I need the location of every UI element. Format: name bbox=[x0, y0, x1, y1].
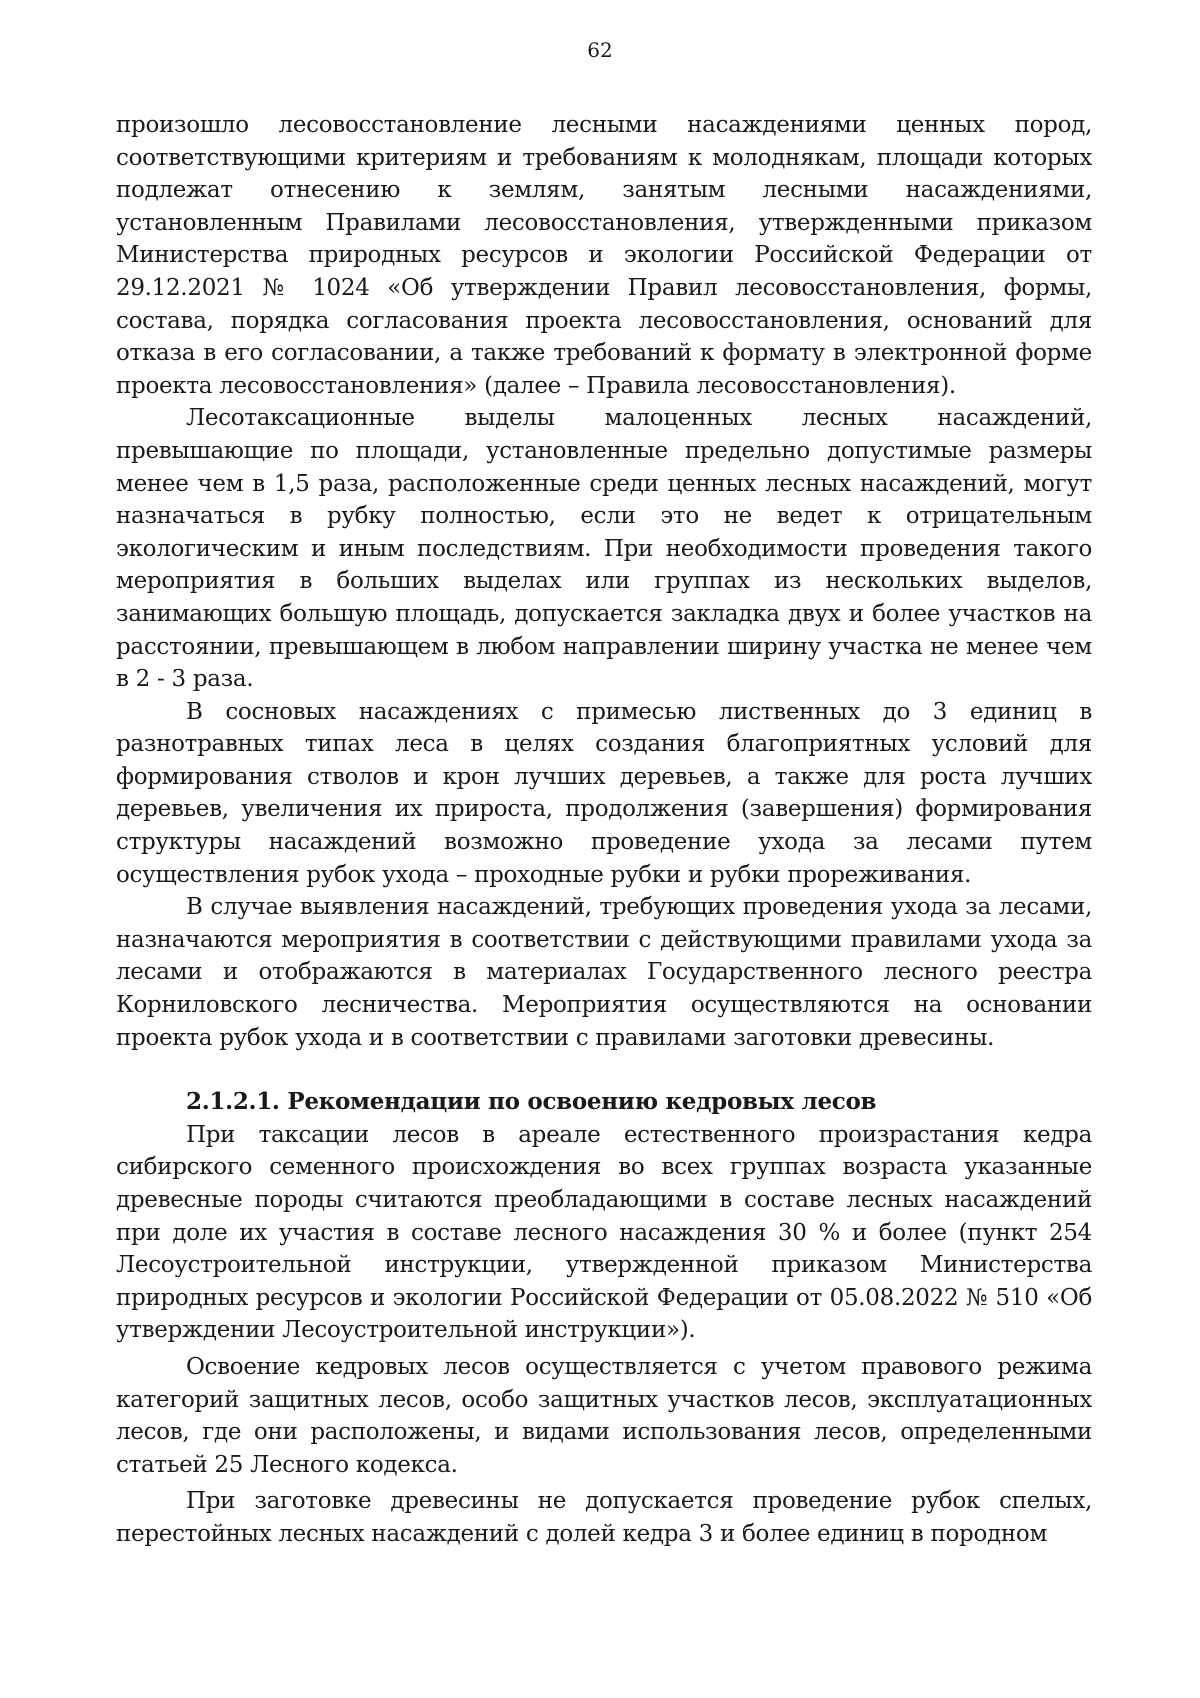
paragraph: Лесотаксационные выделы малоценных лесных насаждений, превышающие по площади, установленные предельно допустимые размеры менее чем в 1,5 раза, расположенные среди ценных лесных насаждений, могут назначаться в рубку полностью, если это не ведет к отрицательным экологическим и иным последствиям. При необходимости проведения такого мероприятия в больших выделах или группах из нескольких выделов, занимающих большую площадь, допускается закладка двух и более участков на расстоянии, превышающем в любом направлении ширину участка не менее чем в 2 - 3 раза. bbox=[116, 405, 1092, 693]
paragraph: В сосновых насаждениях с примесью лиственных до 3 единиц в разнотравных типах леса в целях создания благоприятных условий для формирования стволов и крон лучших деревьев, а также для роста лучших деревьев, увеличения их прироста, продолжения (завершения) формирования структуры насаждений возможно проведение ухода за лесами путем осуществления рубок ухода – проходные рубки и рубки прореживания. bbox=[116, 698, 1092, 888]
section-heading: 2.1.2.1. Рекомендации по освоению кедровых лесов bbox=[186, 1088, 877, 1116]
document-body bbox=[116, 109, 1092, 1551]
paragraph: В случае выявления насаждений, требующих проведения ухода за лесами, назначаются мероприятия в соответствии с действующими правилами ухода за лесами и отображаются в материалах Государственного лесного реестра Корниловского лесничества. Мероприятия осуществляются на основании проекта рубок ухода и в соответствии с правилами заготовки древесины. bbox=[116, 894, 1092, 1051]
page-number: 62 bbox=[587, 38, 613, 62]
paragraph: При таксации лесов в ареале естественного произрастания кедра сибирского семенного происхождения во всех группах возраста указанные древесные породы считаются преобладающими в составе лесных насаждений при доле их участия в составе лесного насаждения 30 % и более (пункт 254 Лесоустроительной инструкции, утвержденной приказом Министерства природных ресурсов и экологии Российской Федерации от 05.08.2022 № 510 «Об утверждении Лесоустроительной инструкции»). bbox=[116, 1121, 1092, 1344]
paragraph-continued: произошло лесовосстановление лесными насаждениями ценных пород, соответствующими критериям и требованиям к молоднякам, площади которых подлежат отнесению к землям, занятым лесными насаждениями, установленным Правилами лесовосстановления, утвержденными приказом Министерства природных ресурсов и экологии Российской Федерации от 29.12.2021 № 1024 «Об утверждении Правил лесовосстановления, формы, состава, порядка согласования проекта лесовосстановления, оснований для отказа в его согласовании, а также требований к формату в электронной форме проекта лесовосстановления» (далее – Правила лесовосстановления). bbox=[116, 112, 1092, 399]
paragraph: При заготовке древесины не допускается проведение рубок спелых, перестойных лесных насаждений с долей кедра 3 и более единиц в породном bbox=[116, 1488, 1092, 1547]
paragraph: Освоение кедровых лесов осуществляется с учетом правового режима категорий защитных лесов, особо защитных участков лесов, эксплуатационных лесов, где они расположены, и видами использования лесов, определенными статьей 25 Лесного кодекса. bbox=[116, 1353, 1092, 1478]
